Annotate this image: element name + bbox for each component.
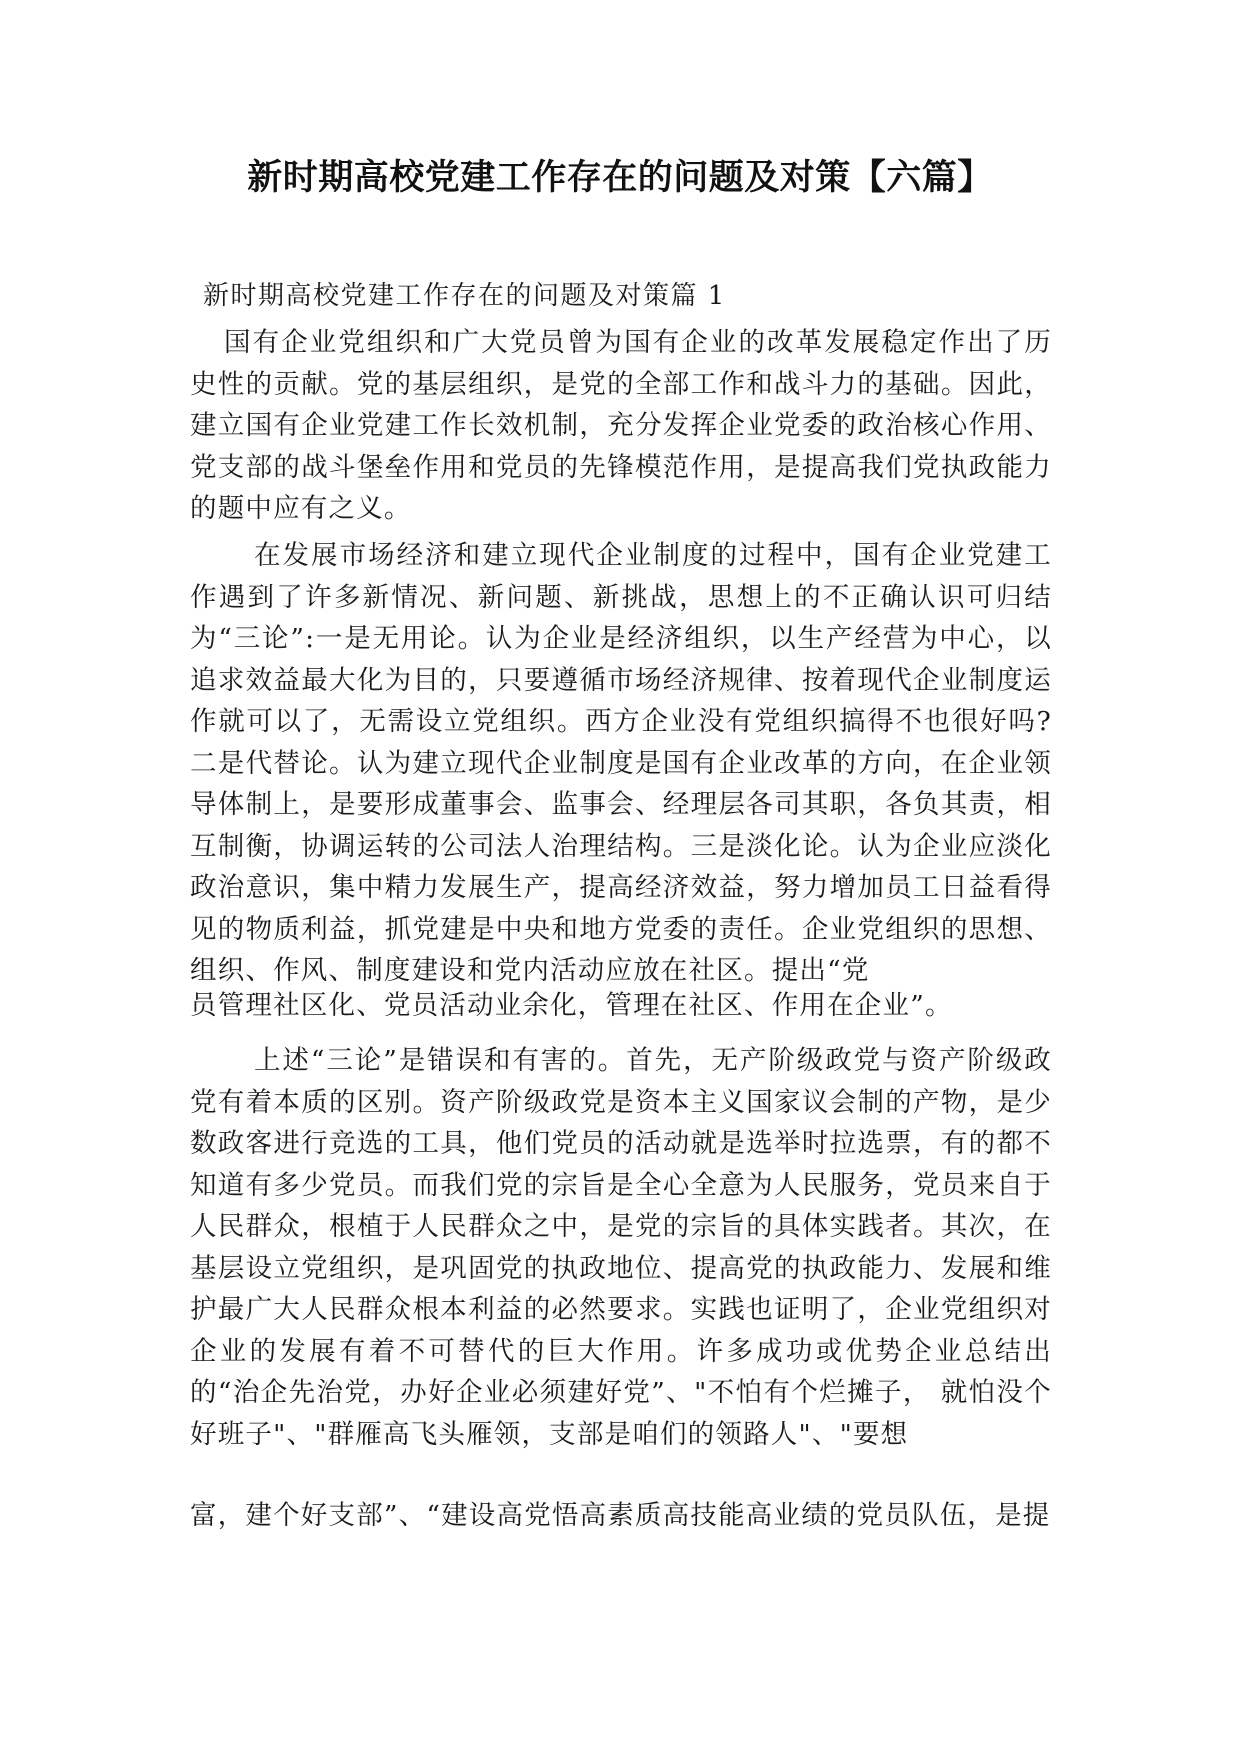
paragraph-3: 上述“三论”是错误和有害的。首先，无产阶级政党与资产阶级政党有着本质的区别。资产阶级政党是资本主义国家议会制的产物，是少数政客进行竞选的工具，他们党员的活动就是选举时拉选票，有的都不知道有多少党员。而我们党的宗旨是全心全意为人民服务，党员来自于人民群众，根植于人民群众之中，是党的宗旨的具体实践者。其次，在基层设立党组织，是巩固党的执政地位、提高党的执政能力、发展和维护最广大人民群众根本利益的必然要求。实践也证明了，企业党组织对企业的发展有着不可替代的巨大作用。许多成功或优势企业总结出的“治企先治党，办好企业必须建好党”、"不怕有个烂摊子， 就怕没个好班子"、"群雁高飞头雁领，支部是咱们的领路人"、"要想 [190, 1045, 1052, 1450]
section-heading: 新时期高校党建工作存在的问题及对策篇 1 [203, 281, 726, 311]
paragraph-3-continuation: 富，建个好支部”、“建设高党悟高素质高技能高业绩的党员队伍，是提 [190, 1500, 1051, 1531]
paragraph-1: 国有企业党组织和广大党员曾为国有企业的改革发展稳定作出了历史性的贡献。党的基层组织，是党的全部工作和战斗力的基础。因此，建立国有企业党建工作长效机制，充分发挥企业党委的政治核心作用、党支部的战斗堡垒作用和党员的先锋模范作用，是提高我们党执政能力的题中应有之义。 [190, 327, 1052, 524]
paragraph-2: 在发展市场经济和建立现代企业制度的过程中，国有企业党建工作遇到了许多新情况、新问题、新挑战，思想上的不正确认识可归结为“三论”:一是无用论。认为企业是经济组织，以生产经营为中心，以追求效益最大化为目的，只要遵循市场经济规律、按着现代企业制度运作就可以了，无需设立党组织。西方企业没有党组织搞得不也很好吗?二是代替论。认为建立现代企业制度是国有企业改革的方向，在企业领导体制上，是要形成董事会、监事会、经理层各司其职，各负其责，相互制衡，协调运转的公司法人治理结构。三是淡化论。认为企业应淡化政治意识，集中精力发展生产，提高经济效益，努力增加员工日益看得见的物质利益，抓党建是中央和地方党委的责任。企业党组织的思想、组织、作风、制度建设和党内活动应放在社区。提出“党 [190, 540, 1052, 986]
document-title: 新时期高校党建工作存在的问题及对策【六篇】 [247, 158, 993, 198]
paragraph-2-continuation: 员管理社区化、党员活动业余化，管理在社区、作用在企业”。 [190, 990, 953, 1021]
